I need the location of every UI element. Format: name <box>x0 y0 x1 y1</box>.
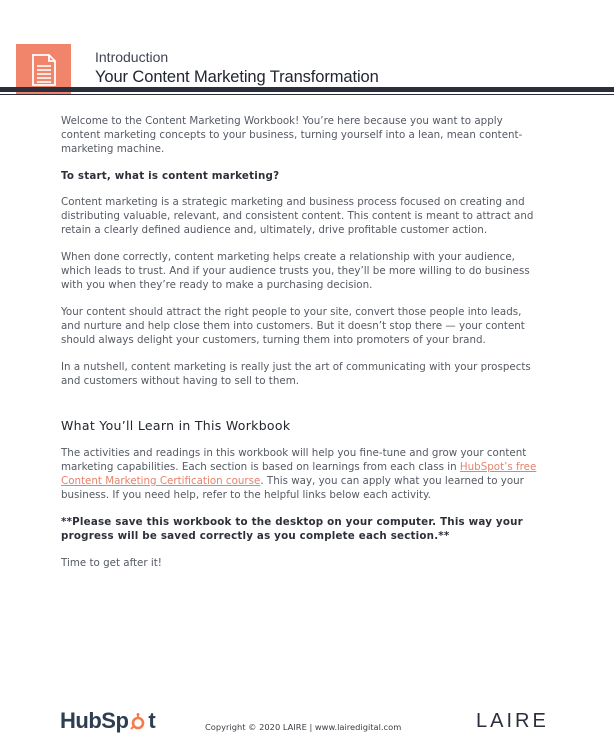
header-rule <box>0 87 614 92</box>
workbook-text-before: The activities and readings in this workbook will help you fine-tune and grow your content marketing capabilities. Each section is based on learnings from each class in <box>61 447 527 473</box>
laire-logo: LAIRE <box>476 710 549 732</box>
section-heading: What You’ll Learn in This Workbook <box>61 418 291 433</box>
question-heading: To start, what is content marketing? <box>61 170 280 182</box>
hubspot-logo-text-end: t <box>148 708 156 733</box>
main-content <box>61 114 541 583</box>
header-text <box>95 49 379 87</box>
funnel-paragraph: Your content should attract the right people to your site, convert those people into leads, and nurture and help close them into customers. But it doesn’t stop there — your content should always delight your customers, turning them into promoters of your brand. <box>61 306 525 346</box>
workbook-paragraph <box>61 446 541 502</box>
page-title: Your Content Marketing Transformation <box>95 68 379 86</box>
copyright-text: Copyright © 2020 LAIRE | www.lairedigital.com <box>205 722 402 732</box>
definition-paragraph: Content marketing is a strategic marketing and business process focused on creating and distributing valuable, relevant, and consistent content. This content is meant to attract and retain a clearly defined audience and, ultimately, drive profitable customer action. <box>61 196 534 236</box>
footer <box>0 700 614 747</box>
intro-paragraph: Welcome to the Content Marketing Workbook! You’re here because you want to apply content marketing concepts to your business, turning yourself into a lean, mean content-marketing machine. <box>61 115 523 155</box>
sprocket-icon <box>129 713 147 731</box>
nutshell-paragraph: In a nutshell, content marketing is really just the art of communicating with your prospects and customers without having to sell to them. <box>61 361 531 387</box>
hubspot-logo-text-start: HubSp <box>60 708 129 733</box>
closing-line: Time to get after it! <box>61 557 162 569</box>
section-kicker: Introduction <box>95 49 169 65</box>
workbook-text-after: . This way, you can apply what you learned to your business. If you need help, refer to the helpful links below each activity. <box>61 475 524 501</box>
hubspot-logo <box>60 708 155 734</box>
document-icon <box>31 54 57 86</box>
certification-course-link[interactable]: HubSpot’s free Content Marketing Certification course <box>61 461 537 487</box>
header-rule-thin <box>0 94 614 95</box>
save-note: **Please save this workbook to the desktop on your computer. This way your progress will be saved correctly as you complete each section.** <box>61 516 523 542</box>
trust-paragraph: When done correctly, content marketing helps create a relationship with your audience, which leads to trust. And if your audience trusts you, they’ll be more willing to do business with you when they’re ready to make a purchasing decision. <box>61 251 530 291</box>
